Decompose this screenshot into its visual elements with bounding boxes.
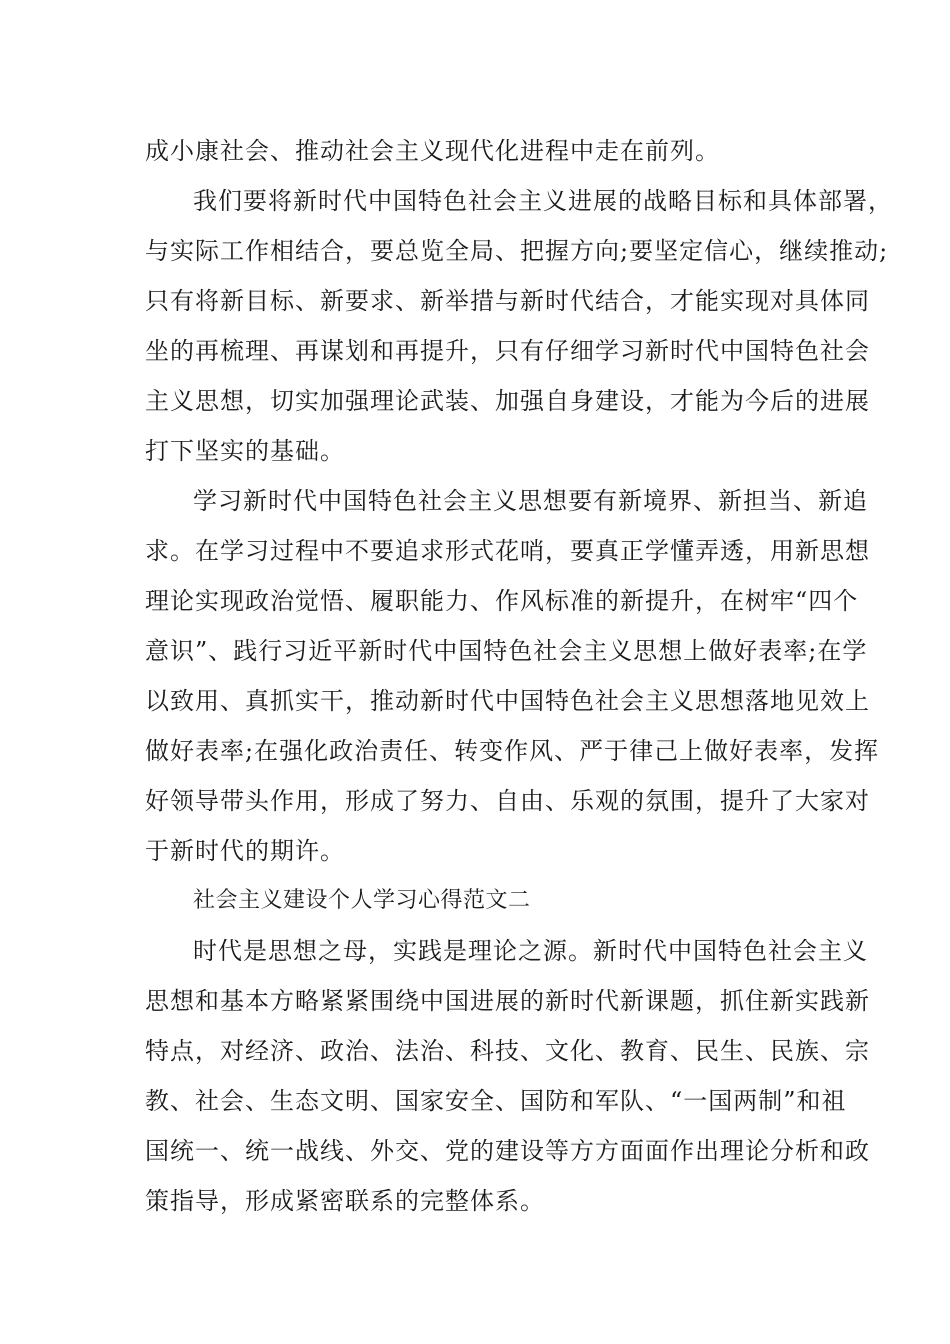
text-line-18: 思想和基本方略紧紧围绕中国进展的新时代新课题，抓住新实践新 bbox=[145, 987, 870, 1015]
text-line-15: 于新时代的期许。 bbox=[145, 837, 345, 865]
text-line-6: 主义思想，切实加强理论武装、加强自身建设，才能为今后的进展 bbox=[145, 387, 870, 415]
text-line-21: 国统一、统一战线、外交、党的建设等方方面面作出理论分析和政 bbox=[145, 1137, 870, 1165]
text-line-3: 与实际工作相结合，要总览全局、把握方向;要坚定信心，继续推动; bbox=[145, 237, 889, 265]
paragraph-start-1: 我们要将新时代中国特色社会主义进展的战略目标和具体部署， bbox=[193, 187, 893, 215]
text-line-13: 做好表率;在强化政治责任、转变作风、严于律己上做好表率，发挥 bbox=[145, 737, 880, 765]
section-heading: 社会主义建设个人学习心得范文二 bbox=[193, 888, 531, 913]
text-line-7: 打下坚实的基础。 bbox=[145, 437, 345, 465]
text-line-11: 意识”、践行习近平新时代中国特色社会主义思想上做好表率;在学 bbox=[145, 637, 868, 665]
text-line-4: 只有将新目标、新要求、新举措与新时代结合，才能实现对具体同 bbox=[145, 287, 870, 315]
text-line-10: 理论实现政治觉悟、履职能力、作风标准的新提升，在树牢“四个 bbox=[145, 587, 859, 615]
text-line-19: 特点，对经济、政治、法治、科技、文化、教育、民生、民族、宗 bbox=[145, 1037, 870, 1065]
paragraph-start-3: 时代是思想之母，实践是理论之源。新时代中国特色社会主义 bbox=[193, 937, 868, 965]
text-line-22: 策指导，形成紧密联系的完整体系。 bbox=[145, 1187, 545, 1215]
text-line-1: 成小康社会、推动社会主义现代化进程中走在前列。 bbox=[145, 137, 720, 165]
text-line-20: 教、社会、生态文明、国家安全、国防和军队、“一国两制”和祖 bbox=[145, 1087, 847, 1115]
text-line-14: 好领导带头作用，形成了努力、自由、乐观的氛围，提升了大家对 bbox=[145, 787, 870, 815]
text-line-9: 求。在学习过程中不要追求形式花哨，要真正学懂弄透，用新思想 bbox=[145, 537, 870, 565]
paragraph-start-2: 学习新时代中国特色社会主义思想要有新境界、新担当、新追 bbox=[193, 487, 868, 515]
text-line-12: 以致用、真抓实干，推动新时代中国特色社会主义思想落地见效上 bbox=[145, 687, 870, 715]
text-line-5: 坐的再梳理、再谋划和再提升，只有仔细学习新时代中国特色社会 bbox=[145, 337, 870, 365]
